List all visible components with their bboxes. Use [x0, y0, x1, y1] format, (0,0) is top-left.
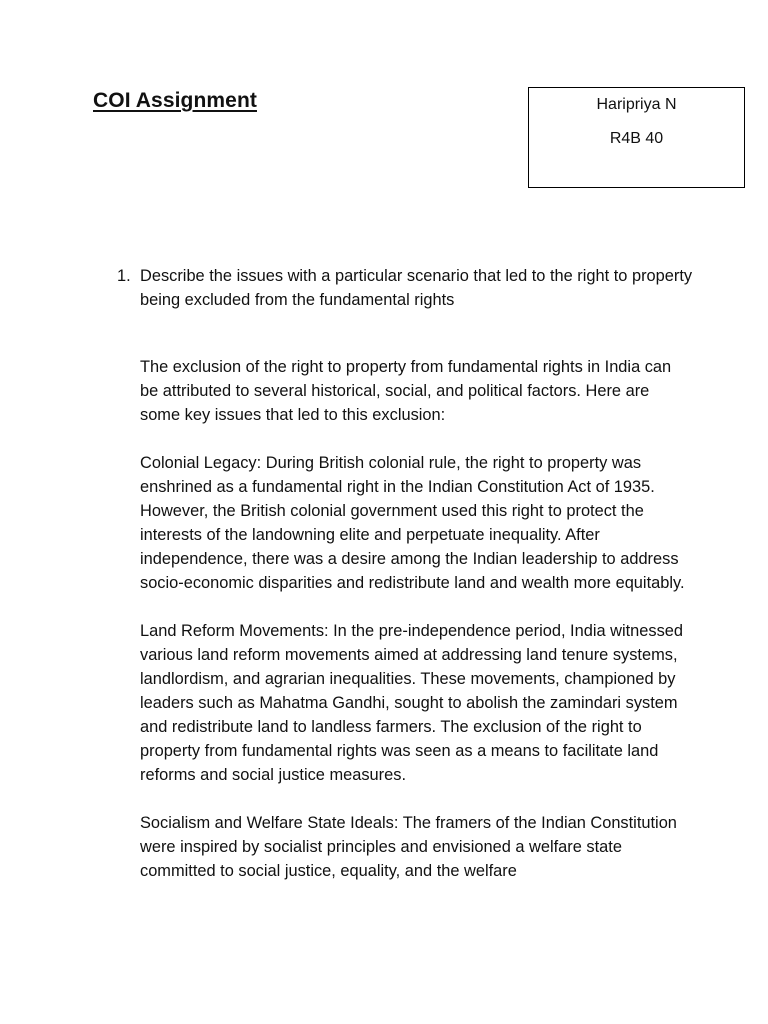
- answer-paragraph-colonial-legacy: Colonial Legacy: During British colonial rule, the right to property was enshrined as a fundamental right in the Indian Constitution Act of 1935. However, the British colonial government used this right to protect the interests of the landowning elite and perpetuate inequality. After independence, there was a desire among the Indian leadership to address socio-economic disparities and redistribute land and wealth more equitably.: [140, 454, 685, 592]
- answer-paragraph-land-reform: Land Reform Movements: In the pre-independence period, India witnessed various land reform movements aimed at addressing land tenure systems, landlordism, and agrarian inequalities. These movements, championed by leaders such as Mahatma Gandhi, sought to abolish the zamindari system and redistribute land to landless farmers. The exclusion of the right to property from fundamental rights was seen as a means to facilitate land reforms and social justice measures.: [140, 622, 684, 784]
- student-name: Haripriya N: [596, 96, 677, 113]
- answer-body: [140, 355, 685, 883]
- question-item: [117, 264, 697, 312]
- answer-paragraph-socialism: Socialism and Welfare State Ideals: The framers of the Indian Constitution were inspired by socialist principles and envisioned a welfare state committed to social justice, equality, and the welfare: [140, 814, 677, 880]
- document-body: [117, 264, 697, 907]
- answer-paragraph-intro: The exclusion of the right to property from fundamental rights in India can be attributed to several historical, social, and political factors. Here are some key issues that led to this exclusion:: [140, 358, 672, 424]
- document-title: COI Assignment: [93, 89, 257, 112]
- question-text: Describe the issues with a particular scenario that led to the right to property being excluded from the fundamental rights: [140, 267, 693, 309]
- student-info-box: [528, 87, 745, 188]
- question-number: 1.: [117, 267, 131, 285]
- student-roll-number: R4B 40: [609, 130, 664, 147]
